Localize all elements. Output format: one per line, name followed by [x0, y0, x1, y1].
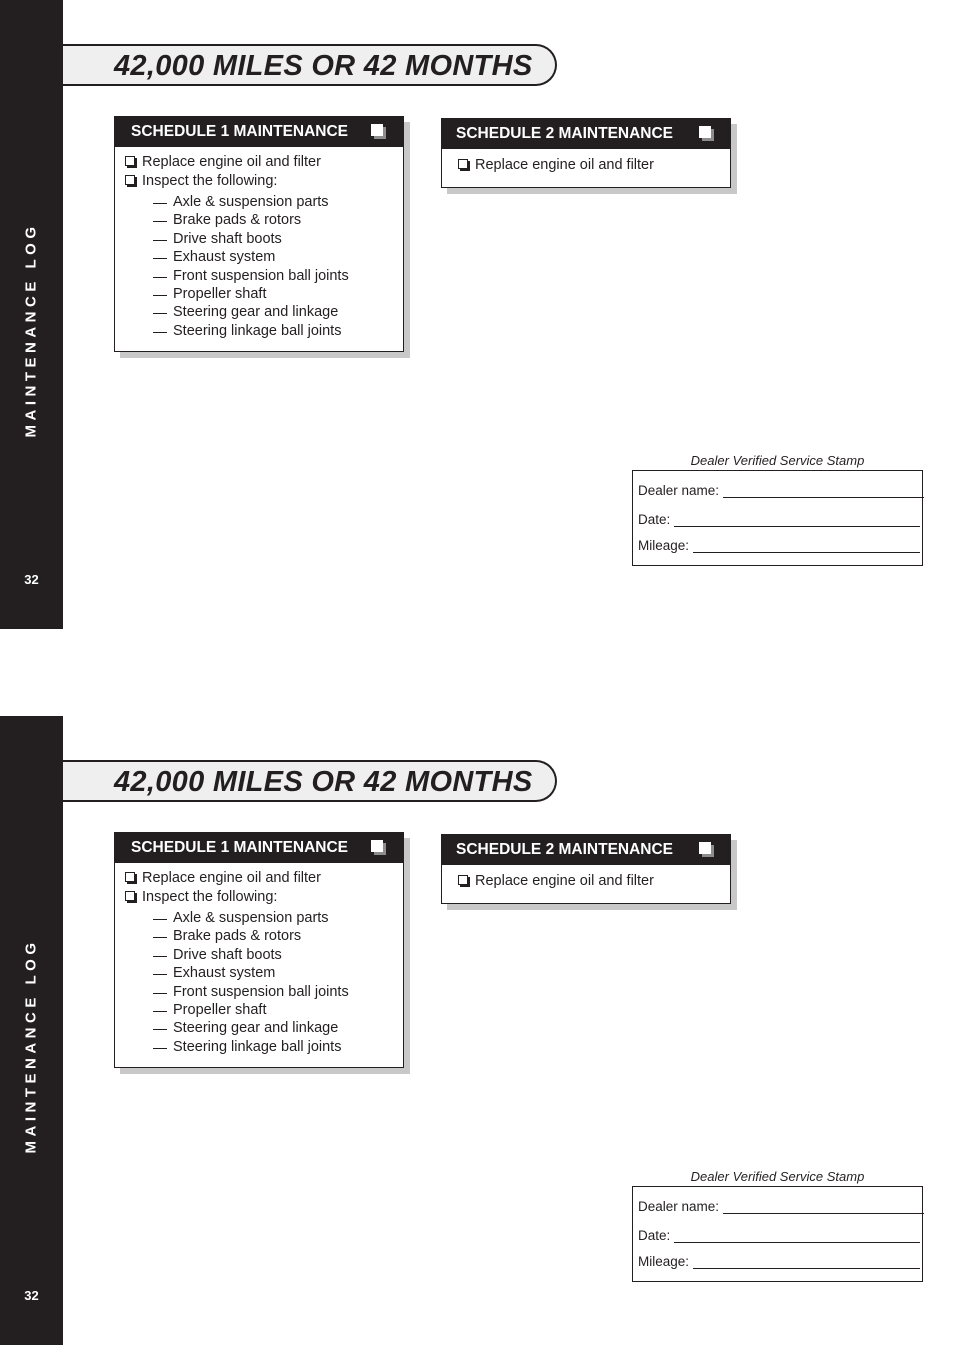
page-number: 32	[24, 1288, 39, 1303]
schedule-1-card	[114, 116, 404, 352]
side-tab	[0, 716, 63, 1345]
checklist-item: Replace engine oil and filter	[125, 869, 403, 888]
dealer-name-field: Dealer name:	[638, 1199, 924, 1214]
checkbox-icon[interactable]	[125, 175, 135, 185]
schedule-1-title: SCHEDULE 1 MAINTENANCE	[131, 839, 349, 856]
side-tab	[0, 0, 63, 629]
stamp-caption: Dealer Verified Service Stamp	[690, 1169, 865, 1184]
service-stamp-box	[632, 470, 923, 566]
inspection-item: Steering gear and linkage	[153, 1019, 403, 1037]
inspection-list	[125, 193, 403, 340]
schedule-2-header	[442, 119, 730, 149]
schedule-1-header	[115, 833, 403, 863]
blank-line[interactable]	[153, 993, 167, 994]
dealer-name-input[interactable]	[723, 1199, 924, 1214]
checklist-item: Replace engine oil and filter	[458, 156, 730, 175]
date-input[interactable]	[674, 512, 920, 527]
page-number: 32	[24, 572, 39, 587]
side-tab-label: MAINTENANCE LOG	[22, 222, 40, 438]
schedule-1-body	[115, 147, 403, 340]
inspection-item: Brake pads & rotors	[153, 211, 403, 229]
side-tab-label: MAINTENANCE LOG	[22, 938, 40, 1154]
blank-line[interactable]	[153, 203, 167, 204]
checkbox-icon[interactable]	[125, 891, 135, 901]
inspection-item: Propeller shaft	[153, 285, 403, 303]
stamp-caption: Dealer Verified Service Stamp	[690, 453, 865, 468]
schedule-2-title: SCHEDULE 2 MAINTENANCE	[456, 125, 674, 142]
schedule-2-body	[442, 865, 730, 891]
blank-line[interactable]	[153, 240, 167, 241]
log-page-1	[0, 0, 954, 629]
checkbox-icon[interactable]	[125, 872, 135, 882]
mileage-field: Mileage:	[638, 538, 920, 553]
inspection-item: Steering linkage ball joints	[153, 322, 403, 340]
checkbox-icon[interactable]	[458, 159, 468, 169]
blank-line[interactable]	[153, 1029, 167, 1030]
inspection-list	[125, 909, 403, 1056]
inspection-item: Steering gear and linkage	[153, 303, 403, 321]
checklist-item: Inspect the following:	[125, 172, 403, 191]
mileage-field: Mileage:	[638, 1254, 920, 1269]
checkbox-icon[interactable]	[458, 875, 468, 885]
dealer-name-field: Dealer name:	[638, 483, 924, 498]
blank-line[interactable]	[153, 221, 167, 222]
blank-line[interactable]	[153, 937, 167, 938]
schedule-2-header	[442, 835, 730, 865]
schedule-1-checkbox[interactable]	[371, 840, 383, 852]
dealer-name-input[interactable]	[723, 483, 924, 498]
schedule-1-body	[115, 863, 403, 1056]
checkbox-icon[interactable]	[125, 156, 135, 166]
inspection-item: Brake pads & rotors	[153, 927, 403, 945]
inspection-item: Drive shaft boots	[153, 946, 403, 964]
checklist-item: Replace engine oil and filter	[125, 153, 403, 172]
inspection-item: Propeller shaft	[153, 1001, 403, 1019]
schedule-1-header	[115, 117, 403, 147]
blank-line[interactable]	[153, 313, 167, 314]
inspection-item: Front suspension ball joints	[153, 983, 403, 1001]
inspection-item: Front suspension ball joints	[153, 267, 403, 285]
title-banner	[63, 44, 557, 86]
mileage-input[interactable]	[693, 1254, 920, 1269]
service-stamp-box	[632, 1186, 923, 1282]
inspection-item: Exhaust system	[153, 248, 403, 266]
blank-line[interactable]	[153, 258, 167, 259]
checklist-item: Inspect the following:	[125, 888, 403, 907]
title-banner	[63, 760, 557, 802]
checklist-item: Replace engine oil and filter	[458, 872, 730, 891]
mileage-input[interactable]	[693, 538, 920, 553]
schedule-2-card	[441, 834, 731, 904]
inspection-item: Steering linkage ball joints	[153, 1038, 403, 1056]
blank-line[interactable]	[153, 974, 167, 975]
schedule-2-checkbox[interactable]	[699, 842, 711, 854]
page-title: 42,000 MILES OR 42 MONTHS	[114, 50, 533, 82]
inspection-item: Axle & suspension parts	[153, 909, 403, 927]
blank-line[interactable]	[153, 919, 167, 920]
schedule-1-card	[114, 832, 404, 1068]
inspection-item: Exhaust system	[153, 964, 403, 982]
schedule-2-card	[441, 118, 731, 188]
inspection-item: Axle & suspension parts	[153, 193, 403, 211]
blank-line[interactable]	[153, 1011, 167, 1012]
date-field: Date:	[638, 512, 920, 527]
blank-line[interactable]	[153, 295, 167, 296]
blank-line[interactable]	[153, 277, 167, 278]
page-title: 42,000 MILES OR 42 MONTHS	[114, 766, 533, 798]
schedule-1-checkbox[interactable]	[371, 124, 383, 136]
schedule-2-checkbox[interactable]	[699, 126, 711, 138]
blank-line[interactable]	[153, 332, 167, 333]
schedule-2-title: SCHEDULE 2 MAINTENANCE	[456, 841, 674, 858]
inspection-item: Drive shaft boots	[153, 230, 403, 248]
schedule-1-title: SCHEDULE 1 MAINTENANCE	[131, 123, 349, 140]
blank-line[interactable]	[153, 956, 167, 957]
blank-line[interactable]	[153, 1048, 167, 1049]
date-field: Date:	[638, 1228, 920, 1243]
date-input[interactable]	[674, 1228, 920, 1243]
log-page-2	[0, 716, 954, 1345]
schedule-2-body	[442, 149, 730, 175]
